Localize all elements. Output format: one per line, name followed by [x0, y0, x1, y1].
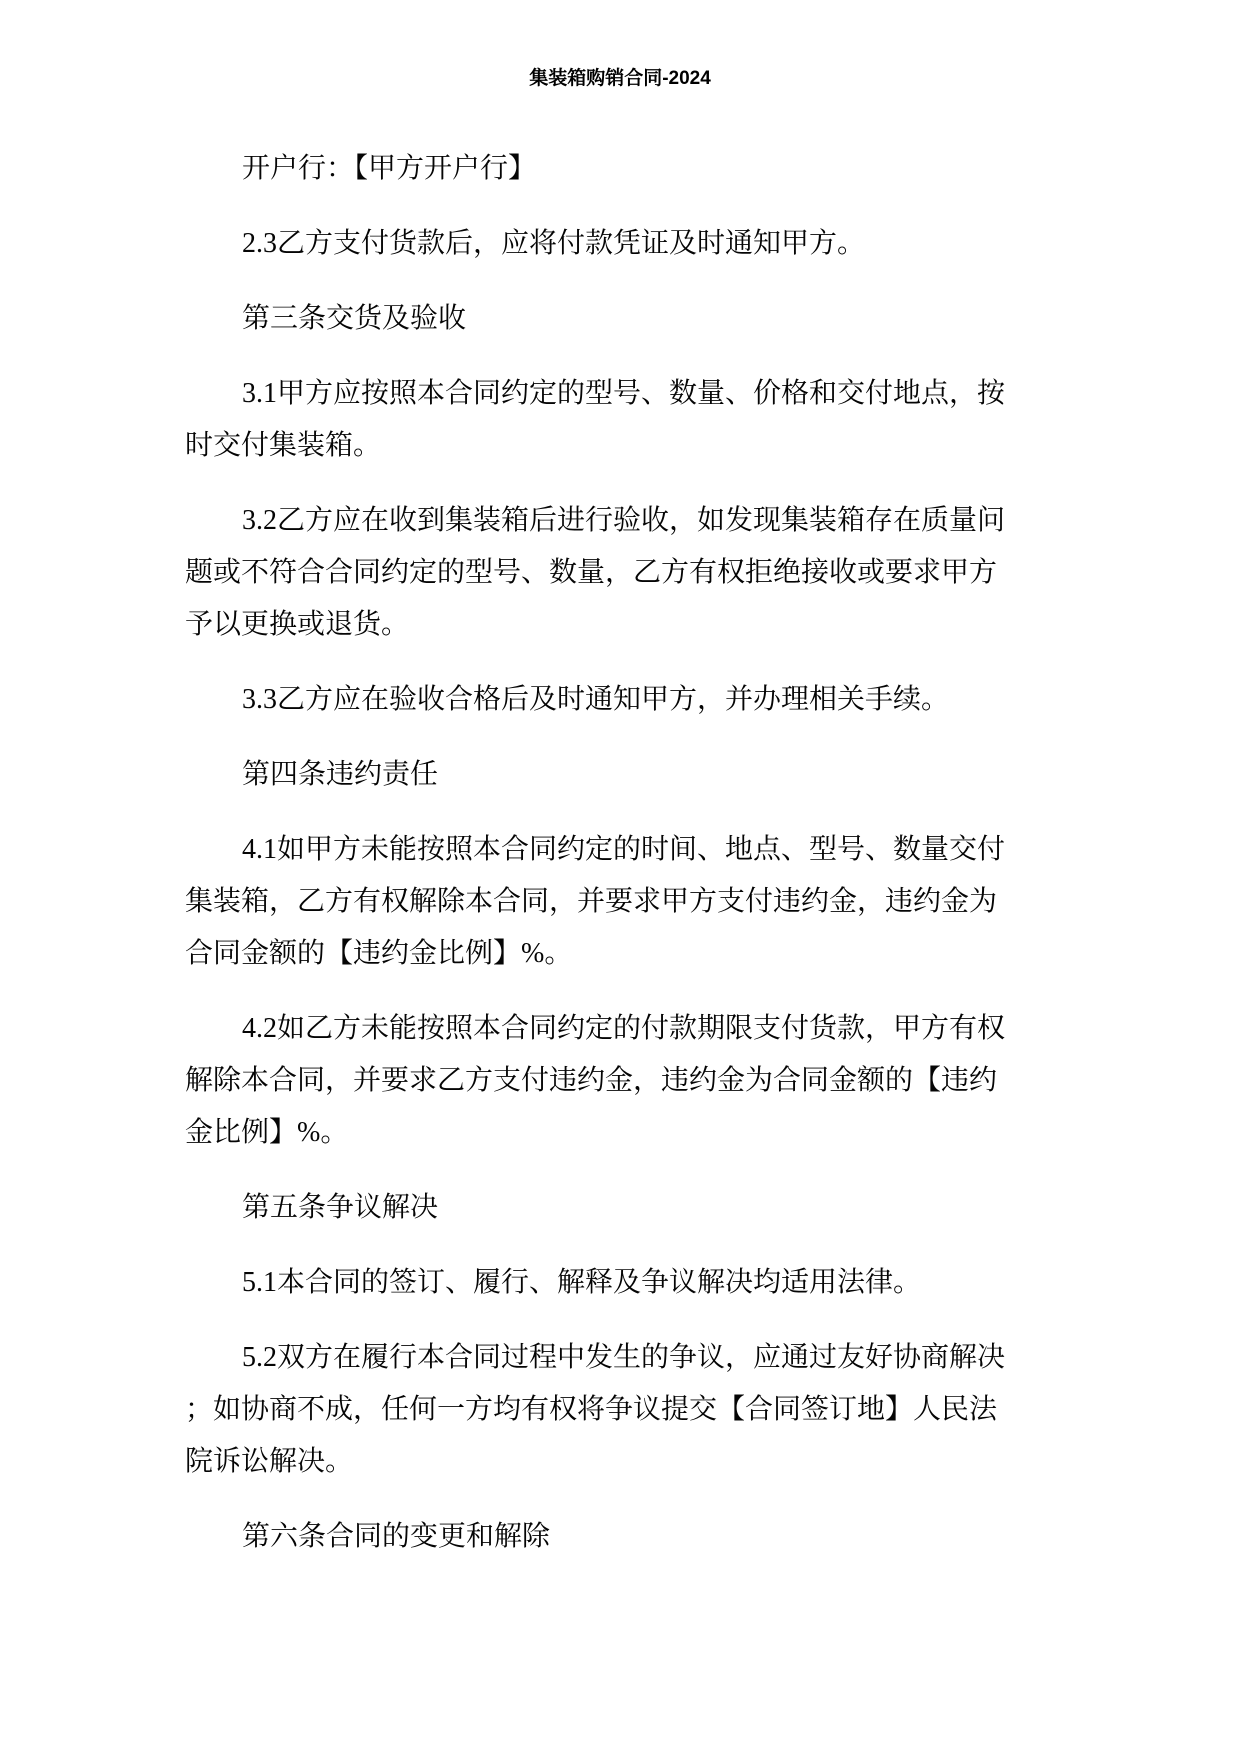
paragraph [185, 674, 1185, 726]
paragraph [185, 143, 1185, 195]
paragraph [185, 495, 1185, 651]
text-line: 金比例】%。 [185, 1117, 349, 1148]
page-header-title: 集装箱购销合同-2024 [529, 68, 711, 89]
paragraph [185, 293, 1185, 345]
text-line: 3.3乙方应在验收合格后及时通知甲方，并办理相关手续。 [242, 684, 950, 715]
text-line: 第三条交货及验收 [242, 303, 467, 334]
paragraph [185, 824, 1185, 980]
text-line: 解除本合同，并要求乙方支付违约金，违约金为合同金额的【违约 [185, 1065, 998, 1096]
paragraph [185, 1182, 1185, 1234]
text-line: 5.2双方在履行本合同过程中发生的争议，应通过友好协商解决 [242, 1342, 1006, 1373]
text-line: 题或不符合合同约定的型号、数量，乙方有权拒绝接收或要求甲方 [185, 557, 998, 588]
text-line: 3.2乙方应在收到集装箱后进行验收，如发现集装箱存在质量问 [242, 505, 1006, 536]
text-line: 5.1本合同的签订、履行、解释及争议解决均适用法律。 [242, 1267, 922, 1298]
text-line: 2.3乙方支付货款后，应将付款凭证及时通知甲方。 [242, 228, 866, 259]
text-line: 第六条合同的变更和解除 [242, 1521, 551, 1552]
text-line: 集装箱，乙方有权解除本合同，并要求甲方支付违约金，违约金为 [185, 886, 998, 917]
paragraph [185, 1257, 1185, 1309]
text-line: 合同金额的【违约金比例】%。 [185, 938, 573, 969]
text-line: 3.1甲方应按照本合同约定的型号、数量、价格和交付地点，按 [242, 378, 1006, 409]
text-line: 院诉讼解决。 [185, 1446, 354, 1477]
paragraph [185, 749, 1185, 801]
text-line: ；如协商不成，任何一方均有权将争议提交【合同签订地】人民法 [185, 1394, 998, 1425]
text-line: 予以更换或退货。 [185, 609, 410, 640]
text-line: 4.2如乙方未能按照本合同约定的付款期限支付货款，甲方有权 [242, 1013, 1006, 1044]
paragraph [185, 1003, 1185, 1159]
paragraph [185, 368, 1185, 472]
text-line: 第五条争议解决 [242, 1192, 439, 1223]
text-line: 4.1如甲方未能按照本合同约定的时间、地点、型号、数量交付 [242, 834, 1006, 865]
paragraph [185, 1511, 1185, 1563]
document-body [185, 143, 1185, 1563]
paragraph [185, 218, 1185, 270]
paragraph [185, 1332, 1185, 1488]
text-line: 开户行：【甲方开户行】 [242, 153, 537, 184]
text-line: 第四条违约责任 [242, 759, 439, 790]
text-line: 时交付集装箱。 [185, 430, 382, 461]
